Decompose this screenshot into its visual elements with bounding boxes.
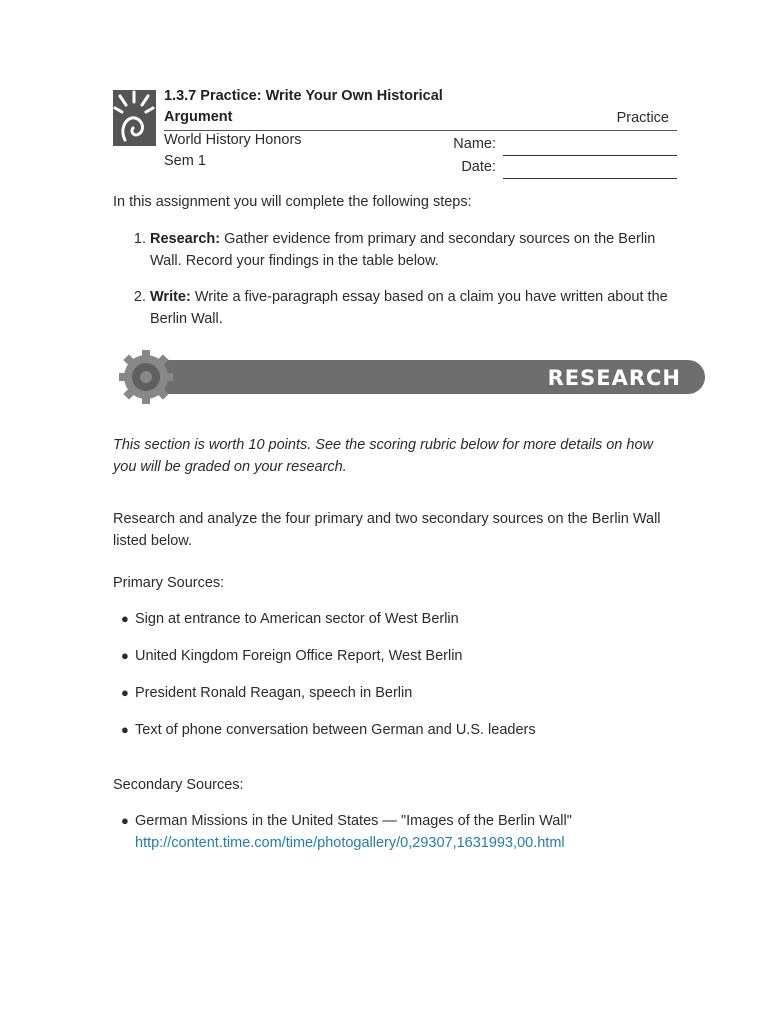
secondary-sources-list: [113, 810, 677, 854]
primary-sources-list: [113, 608, 677, 741]
list-item: [121, 810, 677, 854]
bullet-icon: ●: [121, 812, 129, 828]
worksheet-header: [113, 86, 677, 178]
date-label: Date:: [461, 159, 496, 176]
source-text: Text of phone conversation between German and U.S. leaders: [135, 721, 536, 738]
source-text: Sign at entrance to American sector of West Berlin: [135, 610, 459, 627]
points-note: This section is worth 10 points. See the scoring rubric below for more details on how you will be graded on your research.: [113, 436, 653, 475]
bullet-icon: ●: [121, 684, 129, 700]
course-info: [164, 130, 302, 172]
source-text: German Missions in the United States — "Images of the Berlin Wall": [135, 812, 572, 829]
worksheet-page: [113, 86, 681, 869]
source-text: United Kingdom Foreign Office Report, West Berlin: [135, 647, 463, 664]
step-label: Write:: [150, 288, 191, 305]
name-label: Name:: [453, 136, 496, 153]
school-logo-icon: [113, 90, 156, 146]
step-label: Research:: [150, 230, 221, 247]
student-fields: [453, 133, 677, 179]
step-text: Gather evidence from primary and secondary sources on the Berlin Wall. Record your findings in the table below.: [150, 230, 656, 269]
date-row: [453, 156, 677, 179]
list-item: [121, 608, 677, 630]
banner-label: RESEARCH: [547, 365, 681, 390]
name-row: [453, 133, 677, 156]
date-field[interactable]: [503, 162, 677, 179]
list-item: [121, 719, 677, 741]
semester: Sem 1: [164, 153, 206, 169]
intro-text: In this assignment you will complete the following steps:: [113, 194, 472, 210]
gear-icon: [119, 350, 173, 404]
research-section-banner: [116, 346, 706, 408]
source-link[interactable]: http://content.time.com/time/photogallery/0,29307,1631993,00.html: [135, 834, 565, 851]
bullet-icon: ●: [121, 647, 129, 663]
source-text: President Ronald Reagan, speech in Berlin: [135, 684, 413, 701]
course-name: World History Honors: [164, 132, 302, 148]
list-item: [121, 682, 677, 704]
research-instructions: Research and analyze the four primary and two secondary sources on the Berlin Wall listed below.: [113, 510, 661, 549]
step-item: [150, 286, 677, 330]
step-item: [150, 228, 677, 272]
assignment-title: 1.3.7 Practice: Write Your Own Historical Argument: [164, 88, 443, 125]
bullet-icon: ●: [121, 610, 129, 626]
name-field[interactable]: [503, 139, 677, 156]
bullet-icon: ●: [121, 721, 129, 737]
step-text: Write a five-paragraph essay based on a claim you have written about the Berlin Wall.: [150, 288, 668, 327]
assignment-type: Practice: [616, 110, 669, 126]
secondary-sources-heading: Secondary Sources:: [113, 776, 244, 793]
primary-sources-heading: Primary Sources:: [113, 574, 225, 591]
steps-list: [113, 228, 677, 330]
list-item: [121, 645, 677, 667]
